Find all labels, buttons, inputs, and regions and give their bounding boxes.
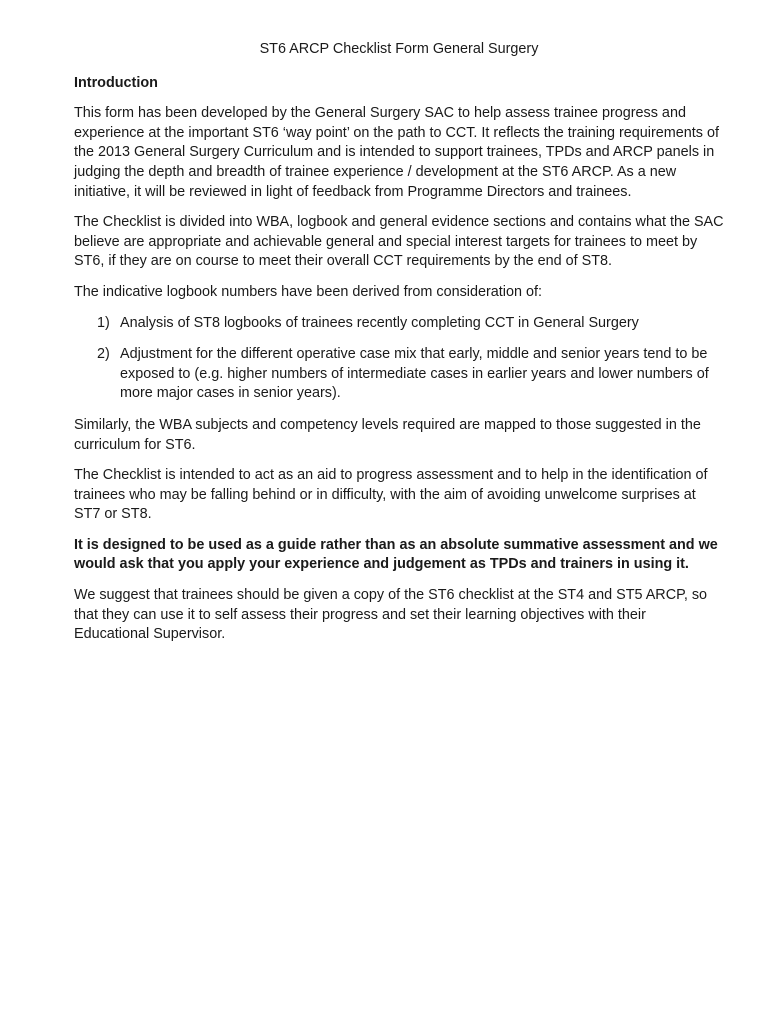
document-page xyxy=(74,40,724,656)
paragraph-form-purpose: This form has been developed by the General Surgery SAC to help assess trainee progress and experience at the important ST6 ‘way point’ on the path to CCT. It reflects the training requirements of the 2013 General Surgery Curriculum and is intended to support trainees, TPDs and ARCP panels in judging the depth and breadth of trainee experience / development at the ST6 ARCP. As a new initiative, it will be reviewed in light of feedback from Programme Directors and trainees. xyxy=(74,105,719,200)
paragraph-logbook-numbers: The indicative logbook numbers have been derived from consideration of: xyxy=(74,283,542,300)
list-item xyxy=(74,314,724,334)
paragraph-trainee-copy: We suggest that trainees should be given a copy of the ST6 checklist at the ST4 and ST5 ARCP, so that they can use it to self assess their progress and set their learning objectives with their Educational Supervisor. xyxy=(74,587,708,643)
list-item-text: Adjustment for the different operative case mix that early, middle and senior years tend to be exposed to (e.g. higher numbers of intermediate cases in earlier years and lower numbers of more major cases in senior years). xyxy=(120,346,709,402)
list-item-text: Analysis of ST8 logbooks of trainees recently completing CCT in General Surgery xyxy=(120,314,639,331)
paragraph-checklist-sections: The Checklist is divided into WBA, logbook and general evidence sections and contains what the SAC believe are appropriate and achievable general and special interest targets for trainees to meet by ST6, if they are on course to meet their overall CCT requirements by the end of ST8. xyxy=(74,214,724,270)
list-item-number: 2) xyxy=(97,346,110,363)
list-item-number: 1) xyxy=(97,314,110,331)
section-heading-introduction: Introduction xyxy=(74,74,158,91)
paragraph-wba-mapping: Similarly, the WBA subjects and competency levels required are mapped to those suggested in the curriculum for ST6. xyxy=(74,416,701,453)
document-title: ST6 ARCP Checklist Form General Surgery xyxy=(259,41,539,57)
paragraph-progress-aid: The Checklist is intended to act as an aid to progress assessment and to help in the identification of trainees who may be falling behind or in difficulty, with the aim of avoiding unwelcome surprises at ST7 or ST8. xyxy=(74,467,708,523)
numbered-list xyxy=(74,314,724,404)
paragraph-guide-emphasis: It is designed to be used as a guide rather than as an absolute summative assessment and we would ask that you apply your experience and judgement as TPDs and trainers in using it. xyxy=(74,536,718,573)
list-item xyxy=(74,345,724,404)
